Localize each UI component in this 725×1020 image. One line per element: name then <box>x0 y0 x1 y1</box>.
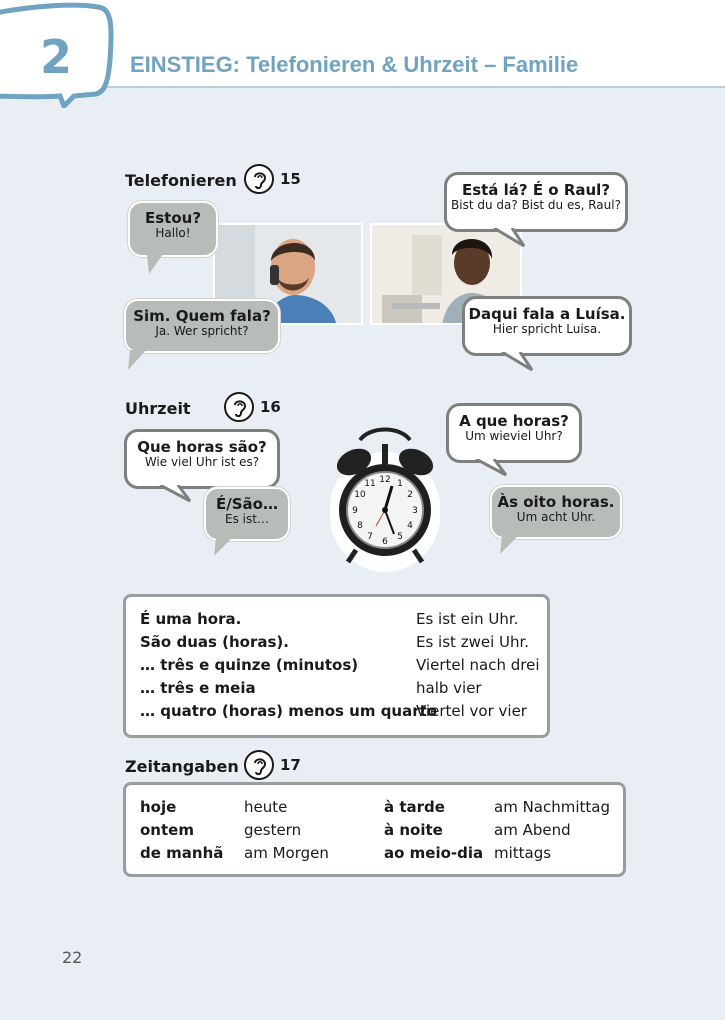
speech-bubble-a-que-horas <box>446 403 582 463</box>
page-number: 22 <box>62 948 83 967</box>
table-cell-de: mittags <box>494 844 552 862</box>
bubble-tail <box>145 254 165 276</box>
svg-text:6: 6 <box>382 537 388 547</box>
svg-text:12: 12 <box>379 475 391 485</box>
audio-track-15[interactable] <box>244 164 308 194</box>
svg-text:7: 7 <box>367 532 373 542</box>
table-cell-pt: de manhã <box>140 844 224 862</box>
bubble-pt-text: É/São… <box>216 495 278 513</box>
chapter-number: 2 <box>39 30 72 84</box>
bubble-pt-text: Sim. Quem fala? <box>133 307 271 325</box>
bubble-de-text: Es ist… <box>225 512 269 527</box>
svg-text:2: 2 <box>407 490 413 500</box>
bubble-tail <box>474 459 508 479</box>
table-cell-pt: ontem <box>140 821 194 839</box>
bubble-de-text: Ja. Wer spricht? <box>155 324 249 339</box>
svg-text:5: 5 <box>397 532 403 542</box>
table-cell-de: am Abend <box>494 821 571 839</box>
page-title: EINSTIEG: Telefonieren & Uhrzeit – Familie <box>130 52 579 77</box>
section-title-uhrzeit: Uhrzeit <box>125 399 191 418</box>
table-cell-de: am Nachmittag <box>494 798 610 816</box>
table-cell-pt: à tarde <box>384 798 445 816</box>
bubble-de-text: Hallo! <box>155 226 191 241</box>
table-cell-pt: ao meio-dia <box>384 844 484 862</box>
bubble-pt-text: Às oito horas. <box>497 493 615 511</box>
time-expressions-table <box>123 594 550 738</box>
ear-icon <box>244 750 274 780</box>
table-cell-de: Es ist zwei Uhr. <box>416 633 530 651</box>
bubble-pt-text: Que horas são? <box>137 438 267 456</box>
bubble-tail <box>492 228 526 250</box>
table-cell-de: Viertel nach drei <box>416 656 540 674</box>
audio-track-number: 16 <box>260 398 281 416</box>
section-title-zeitangaben: Zeitangaben <box>125 757 239 776</box>
speech-bubble-e-sao <box>204 487 290 541</box>
bubble-de-text: Um wieviel Uhr? <box>465 429 563 444</box>
audio-track-number: 17 <box>280 756 301 774</box>
table-cell-de: gestern <box>244 821 302 839</box>
table-cell-de: am Morgen <box>244 844 329 862</box>
table-cell-pt: É uma hora. <box>140 610 242 628</box>
audio-track-16[interactable] <box>224 392 288 422</box>
audio-track-number: 15 <box>280 170 301 188</box>
bubble-tail <box>126 350 148 372</box>
bubble-de-text: Um acht Uhr. <box>516 510 596 525</box>
table-cell-de: halb vier <box>416 679 482 697</box>
bubble-pt-text: Estou? <box>144 209 202 227</box>
speech-bubble-daqui-fala <box>462 296 632 356</box>
svg-text:4: 4 <box>407 521 413 531</box>
svg-text:10: 10 <box>354 490 366 500</box>
ear-icon <box>244 164 274 194</box>
bubble-de-text: Bist du da? Bist du es, Raul? <box>451 198 621 213</box>
audio-track-17[interactable] <box>244 750 308 780</box>
table-cell-pt: … quatro (horas) menos um quarto <box>140 702 438 720</box>
speech-bubble-quem-fala <box>124 299 280 353</box>
zeitangaben-table <box>123 782 626 877</box>
svg-text:8: 8 <box>357 521 363 531</box>
svg-text:3: 3 <box>412 506 418 516</box>
speech-bubble-que-horas <box>124 429 280 489</box>
table-cell-pt: … três e meia <box>140 679 256 697</box>
bubble-tail <box>498 536 520 556</box>
page-header <box>0 0 725 88</box>
table-cell-de: Es ist ein Uhr. <box>416 610 519 628</box>
bubble-de-text: Wie viel Uhr ist es? <box>144 455 260 470</box>
table-cell-pt: … três e quinze (minutos) <box>140 656 359 674</box>
bubble-pt-text: Está lá? É o Raul? <box>461 181 611 199</box>
ear-icon <box>224 392 254 422</box>
bubble-de-text: Hier spricht Luisa. <box>492 322 602 337</box>
bubble-tail <box>212 538 234 558</box>
table-cell-pt: hoje <box>140 798 177 816</box>
speech-bubble-estou <box>128 201 218 257</box>
speech-bubble-esta-la <box>444 172 628 232</box>
table-cell-de: Viertel vor vier <box>416 702 527 720</box>
table-cell-pt: à noite <box>384 821 443 839</box>
table-cell-de: heute <box>244 798 288 816</box>
bubble-pt-text: A que horas? <box>459 412 569 430</box>
alarm-clock-icon <box>330 422 440 572</box>
bubble-pt-text: Daqui fala a Luísa. <box>468 305 626 323</box>
bubble-tail <box>500 352 534 374</box>
svg-text:1: 1 <box>397 479 403 489</box>
speech-bubble-as-oito <box>490 485 622 539</box>
table-cell-pt: São duas (horas). <box>140 633 289 651</box>
bubble-tail <box>158 485 192 505</box>
svg-text:11: 11 <box>364 479 376 489</box>
section-title-telefonieren: Telefonieren <box>125 171 237 190</box>
svg-text:9: 9 <box>352 506 358 516</box>
